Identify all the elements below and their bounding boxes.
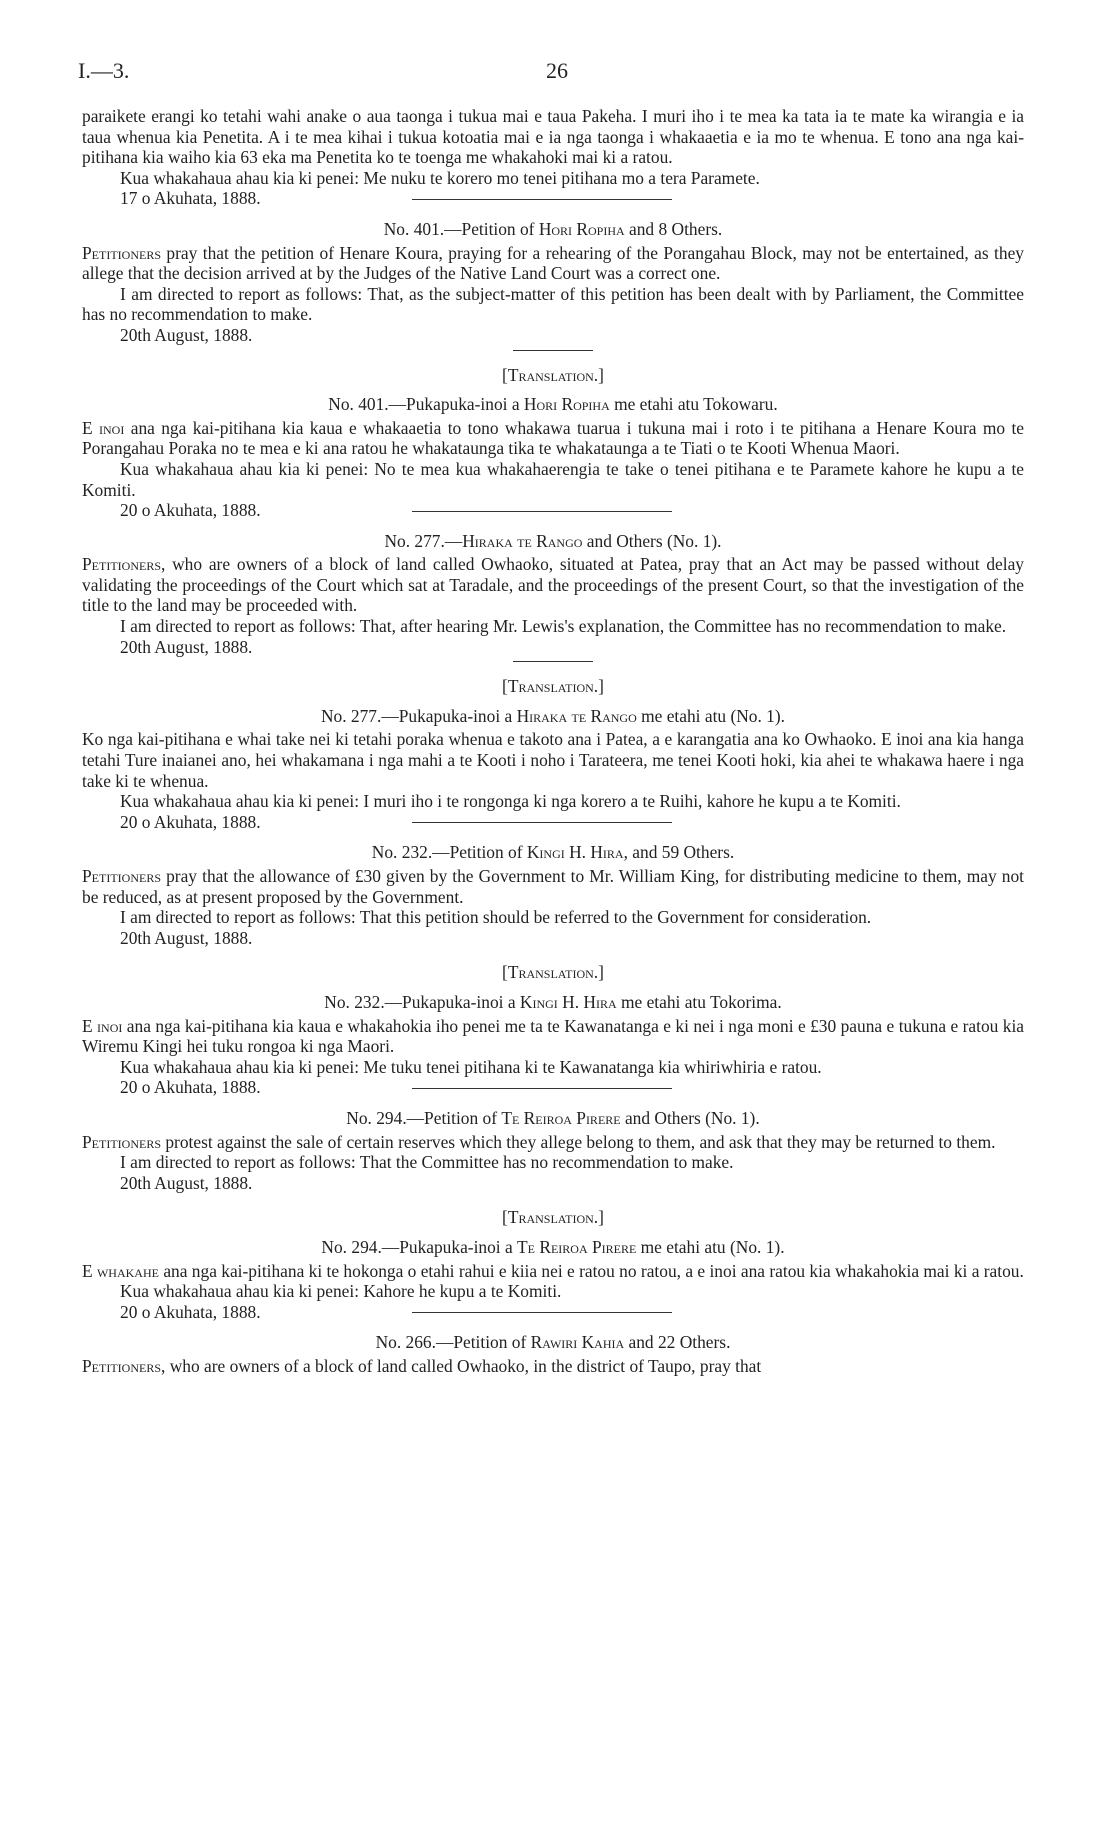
petition-294 [82,1108,1024,1193]
translation-label: [Translation.] [502,1207,604,1228]
report-paragraph: Kua whakahaua ahau kia ki penei: Me nuku te korero mo tenei pitihana mo a tera Paramete. [120,167,760,188]
petition-232 [82,842,1024,948]
translation-401 [82,365,1024,522]
petition-title: No. 232.—Petition of Kingi H. Hira, and 59 Others. [371,842,735,863]
paper-reference: I.—3. [78,58,130,83]
report-paragraph: I am directed to report as follows: That, after hearing Mr. Lewis's explanation, the Committee has no recommendation to make. [120,616,1007,637]
translation-label: [Translation.] [502,962,604,983]
section-divider [412,1312,672,1313]
date-line: 20 o Akuhata, 1888. [120,1301,261,1322]
petitioner-name: Hori Ropiha [538,218,625,239]
report-paragraph: I am directed to report as follows: That this petition should be referred to the Government for consideration. [120,907,872,928]
intro-continuation [82,106,1024,210]
translation-294 [82,1207,1024,1323]
report-paragraph: I am directed to report as follows: That, as the subject-matter of this petition has been dealt with by Parliament, the Committee has no recommendation to make. [82,283,1024,325]
translation-label: [Translation.] [502,676,604,697]
petition-paragraph: E inoi ana nga kai-pitihana kia kaua e whakahokia iho penei me ta te Kawanatanga e ki nei i nga moni e £30 pauna e tukuna e ratou kia Wiremu Kingi hei tuku rongoa ki nga Maori. [82,1015,1024,1057]
report-paragraph: Kua whakahaua ahau kia ki penei: No te mea kua whakahaerengia te take o tenei pitihana e te Paramete kahore he kupu a te Komiti. [82,458,1024,500]
petitioner-name: Kingi H. Hira [526,842,624,863]
petition-title: No. 294.—Petition of Te Reiroa Pirere and Others (No. 1). [346,1107,760,1128]
petitioner-name: Te Reiroa Pirere [501,1107,621,1128]
petition-277 [82,531,1024,663]
petition-title: No. 401.—Pukapuka-inoi a Hori Ropiha me etahi atu Tokowaru. [328,394,778,415]
petition-paragraph: Ko nga kai-pitihana e whai take nei ki tetahi poraka whenua e takoto ana i Patea, a e karangatia ana ko Owhaoko. E inoi ana kia hanga tetahi Ture inaianei ano, hei whakamana i nga mahi a te Kooti i noho i Tarateera, me tenei Kooti hoki, kia ahei te whakawa haere i nga take ki te whenua. [82,729,1024,791]
date-line: 20 o Akuhata, 1888. [120,811,261,832]
petitioner-name: Rawiri Kahia [530,1332,625,1353]
date-line: 20th August, 1888. [120,1172,253,1193]
paragraph: paraikete erangi ko tetahi wahi anake o aua taonga i tukua mai e taua Pakeha. I muri iho i te mea ka tata ia te mate ka wirangia e ia taua whenua kia Penetita. A i te mea kihai i tukua kotoatia mai e ia nga taonga i whakaaetia e ia mo te whenua. E tono ana nga kai-pitihana kia waiho kia 63 eka ma Penetita ko te toenga me whakahoki mai ki a ratou. [82,106,1024,168]
page-header [78,58,1036,88]
date-line: 20 o Akuhata, 1888. [120,500,261,521]
petition-title: No. 401.—Petition of Hori Ropiha and 8 Others. [383,218,723,239]
petition-title: No. 294.—Pukapuka-inoi a Te Reiroa Pirere me etahi atu (No. 1). [321,1236,785,1257]
report-paragraph: Kua whakahaua ahau kia ki penei: Kahore he kupu a te Komiti. [120,1281,562,1302]
petitioner-name: Hori Ropiha [523,394,610,415]
translation-277 [82,676,1024,833]
petition-title: No. 277.—Pukapuka-inoi a Hiraka te Rango me etahi atu (No. 1). [320,705,786,726]
section-divider [412,1088,672,1089]
section-divider [412,199,672,200]
petition-266 [82,1332,1024,1376]
section-divider [412,822,672,823]
petition-paragraph: E whakahe ana nga kai-pitihana ki te hokonga o etahi rahui e kiia nei e ratou no ratou, a e inoi ana ratou kia whakahokia mai ki a ratou. [82,1260,1024,1281]
report-paragraph: Kua whakahaua ahau kia ki penei: I muri iho i te rongonga ki nga korero a te Ruihi, kahore he kupu a te Komiti. [120,791,901,812]
petition-paragraph: Petitioners pray that the allowance of £30 given by the Government to Mr. William King, for distributing medicine to them, may not be reduced, as at present proposed by the Government. [82,866,1024,907]
divider [513,350,593,351]
petition-401 [82,219,1024,351]
page-number: 26 [546,58,568,83]
petitioner-name: Te Reiroa Pirere [517,1236,637,1257]
date-line: 20th August, 1888. [120,927,253,948]
petitioner-name: Hiraka te Rango [516,705,637,726]
petitioner-name: Hiraka te Rango [462,530,583,551]
translation-label: [Translation.] [502,364,604,385]
document-body [82,106,1024,1376]
petition-paragraph: Petitioners, who are owners of a block of land called Owhaoko, in the district of Taupo, pray that [82,1355,762,1376]
petition-title: No. 277.—Hiraka te Rango and Others (No. 1). [384,530,722,551]
petitioner-name: Kingi H. Hira [519,991,617,1012]
report-paragraph: Kua whakahaua ahau kia ki penei: Me tuku tenei pitihana ki te Kawanatanga kia whiriwhiria e ratou. [120,1056,822,1077]
petition-paragraph: Petitioners, who are owners of a block of land called Owhaoko, situated at Patea, pray that an Act may be passed without delay validating the proceedings of the Court which sat at Taradale, and the proceedings of the present Court, so that the investigation of the title to the land may be proceeded with. [82,554,1024,616]
petition-paragraph: E inoi ana nga kai-pitihana kia kaua e whakaaetia to tono whakawa tuarua i tukuna mai i roto i te pitihana a Henare Koura mo te Porangahau Poraka no te mea e ki ana ratou he whakataunga tika te whakataunga a te Tiati o te Kooti Whenua Maori. [82,417,1025,459]
petition-paragraph: Petitioners protest against the sale of certain reserves which they allege belong to them, and ask that they may be returned to them. [82,1131,996,1152]
report-paragraph: I am directed to report as follows: That the Committee has no recommendation to make. [120,1152,734,1173]
date-line: 20th August, 1888. [120,636,253,657]
petition-title: No. 232.—Pukapuka-inoi a Kingi H. Hira me etahi atu Tokorima. [324,991,782,1012]
date-line: 17 o Akuhata, 1888. [120,188,261,209]
section-divider [412,511,672,512]
petition-paragraph: Petitioners pray that the petition of Henare Koura, praying for a rehearing of the Porangahau Block, may not be entertained, as they allege that the decision arrived at by the Judges of the Native Land Court was a correct one. [82,242,1024,284]
date-line: 20 o Akuhata, 1888. [120,1077,261,1098]
divider [513,661,593,662]
petition-title: No. 266.—Petition of Rawiri Kahia and 22 Others. [375,1332,731,1353]
translation-232 [82,962,1024,1099]
date-line: 20th August, 1888. [120,324,253,345]
